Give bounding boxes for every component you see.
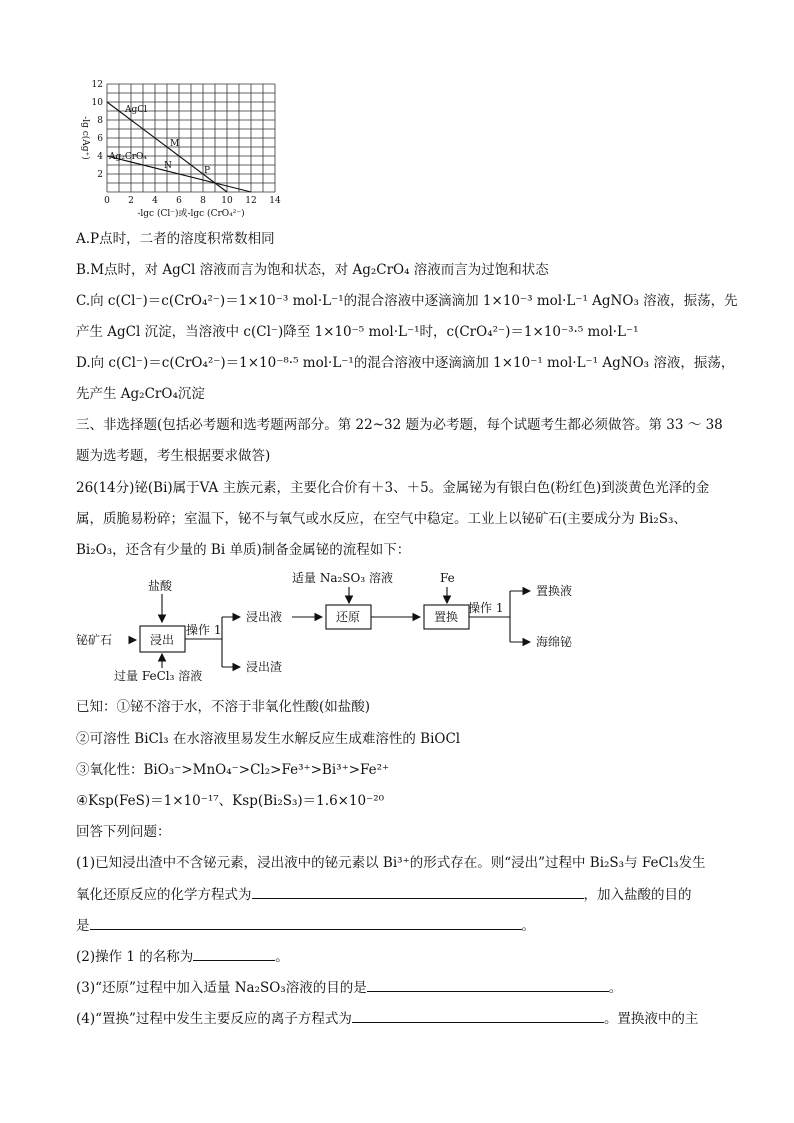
section3-heading-cont: 题为选考题，考生根据要求做答) — [76, 448, 271, 464]
section3-heading: 三、非选择题(包括必考题和选考题两部分。第 22~32 题为必考题，每个试题考生都必须做答。第 33 ～ 38 — [76, 417, 723, 433]
x-tick: 12 — [245, 196, 257, 206]
flow-leach: 浸出 — [150, 633, 175, 647]
flow-reduce: 还原 — [336, 610, 361, 624]
q2-line — [76, 946, 289, 967]
x-tick: 4 — [152, 196, 158, 206]
option-d-line2: 先产生 Ag₂CrO₄沉淀 — [76, 386, 205, 402]
flow-op1a: 操作 1 — [186, 623, 222, 637]
q26-line2: 属，质脆易粉碎；室温下，铋不与氧气或水反应，在空气中稳定。工业上以铋矿石(主要成分为 Bi₂S₃、 — [76, 511, 687, 527]
option-a: A.P点时，二者的溶度积常数相同 — [76, 231, 275, 247]
y-axis-label: -lg c(Ag⁺) — [80, 116, 90, 160]
option-b: B.M点时，对 AgCl 溶液而言为饱和状态，对 Ag₂CrO₄ 溶液而言为过饱和状态 — [76, 262, 549, 278]
y-tick: 12 — [91, 80, 103, 90]
q1-line3 — [76, 915, 535, 936]
q4-line — [76, 1008, 698, 1029]
q4-text-a: (4)“置换”过程中发生主要反应的离子方程式为 — [76, 1011, 352, 1027]
q4-answer-blank[interactable] — [352, 1008, 604, 1023]
known-2: ②可溶性 BiCl₃ 在水溶液里易发生水解反应生成难溶性的 BiOCl — [76, 731, 461, 747]
q3-text-b: 。 — [608, 980, 623, 996]
q2-text-a: (2)操作 1 的名称为 — [76, 949, 194, 965]
flow-replace: 置换 — [434, 610, 459, 624]
x-axis-label: -lgc (Cl⁻)或-lgc (CrO₄²⁻) — [137, 209, 245, 219]
q1-line1: (1)已知浸出渣中不含铋元素，浸出液中的铋元素以 Bi³⁺的形式存在。则“浸出”过程中 Bi₂S₃与 FeCl₃发生 — [76, 855, 706, 871]
known-4: ④Ksp(FeS)＝1×10⁻¹⁷、Ksp(Bi₂S₃)＝1.6×10⁻²⁰ — [76, 793, 385, 809]
known-1: 已知：①铋不溶于水，不溶于非氧化性酸(如盐酸) — [76, 699, 371, 715]
point-n-label: N — [164, 161, 172, 171]
q4-text-b: 。置换液中的主 — [603, 1011, 699, 1027]
q26-line1: 26(14分)铋(Bi)属于VA 主族元素，主要化合价有＋3、＋5。金属铋为有银白色(粉红色)到淡黄色光泽的金 — [76, 480, 710, 496]
q1-text-c: 是 — [76, 918, 90, 934]
flow-fecl3: 过量 FeCl₃ 溶液 — [114, 669, 203, 683]
q1-answer-blank-2[interactable] — [90, 915, 522, 930]
y-tick: 2 — [97, 170, 103, 180]
q3-line — [76, 977, 622, 998]
point-p-label: P — [204, 166, 211, 176]
q3-answer-blank[interactable] — [367, 977, 609, 992]
y-tick: 4 — [97, 152, 103, 162]
known-3: ③氧化性：BiO₃⁻>MnO₄⁻>Cl₂>Fe³⁺>Bi³⁺>Fe²⁺ — [76, 762, 390, 778]
x-tick: 10 — [221, 196, 233, 206]
flow-fe: Fe — [440, 571, 455, 585]
y-tick: 10 — [91, 98, 103, 108]
flow-leachate: 浸出液 — [246, 610, 283, 624]
q1-answer-blank-1[interactable] — [252, 884, 584, 899]
q1-text-b: ，加入盐酸的目的 — [583, 887, 692, 903]
q2-text-b: 。 — [275, 949, 289, 965]
q2-answer-blank[interactable] — [193, 946, 275, 961]
x-tick: 14 — [269, 196, 281, 206]
ag2cro4-label: Ag₂CrO₄ — [109, 152, 148, 162]
flow-residue: 浸出渣 — [246, 660, 283, 674]
agcl-label: AgCl — [125, 105, 148, 115]
flow-op1b: 操作 1 — [468, 601, 504, 615]
q26-line3: Bi₂O₃，还含有少量的 Bi 单质)制备金属铋的流程如下： — [76, 542, 411, 558]
flow-ore: 铋矿石 — [76, 633, 113, 647]
x-tick: 2 — [128, 196, 134, 206]
option-d-line1: D.向 c(Cl⁻)＝c(CrO₄²⁻)＝1×10⁻⁸·⁵ mol·L⁻¹的混合溶液中逐滴滴加 1×10⁻¹ mol·L⁻¹ AgNO₃ 溶液，振荡， — [76, 355, 735, 371]
flow-na2so3: 适量 Na₂SO₃ 溶液 — [292, 571, 393, 585]
option-c-line2: 产生 AgCl 沉淀，当溶液中 c(Cl⁻)降至 1×10⁻⁵ mol·L⁻¹时，c(CrO₄²⁻)＝1×10⁻³·⁵ mol·L⁻¹ — [76, 324, 639, 340]
q1-line2 — [76, 884, 692, 905]
x-tick: 8 — [200, 196, 206, 206]
q1-text-d: 。 — [521, 918, 535, 934]
x-tick: 0 — [104, 196, 110, 206]
questions-intro: 回答下列问题： — [76, 824, 171, 840]
flow-hcl: 盐酸 — [148, 579, 173, 593]
q1-text-a: 氧化还原反应的化学方程式为 — [76, 887, 252, 903]
process-flowchart — [70, 562, 740, 684]
flow-replace-liquid: 置换液 — [536, 584, 573, 598]
flow-sponge-bi: 海绵铋 — [536, 635, 573, 649]
q3-text-a: (3)“还原”过程中加入适量 Na₂SO₃溶液的目的是 — [76, 980, 367, 996]
y-tick: 6 — [97, 134, 103, 144]
x-tick: 6 — [176, 196, 182, 206]
solubility-graph — [70, 74, 290, 224]
option-c-line1: C.向 c(Cl⁻)＝c(CrO₄²⁻)＝1×10⁻³ mol·L⁻¹的混合溶液中逐滴滴加 1×10⁻³ mol·L⁻¹ AgNO₃ 溶液，振荡，先 — [76, 293, 738, 309]
y-tick: 8 — [97, 116, 103, 126]
graph-grid — [107, 84, 275, 192]
point-m-label: M — [170, 139, 180, 149]
